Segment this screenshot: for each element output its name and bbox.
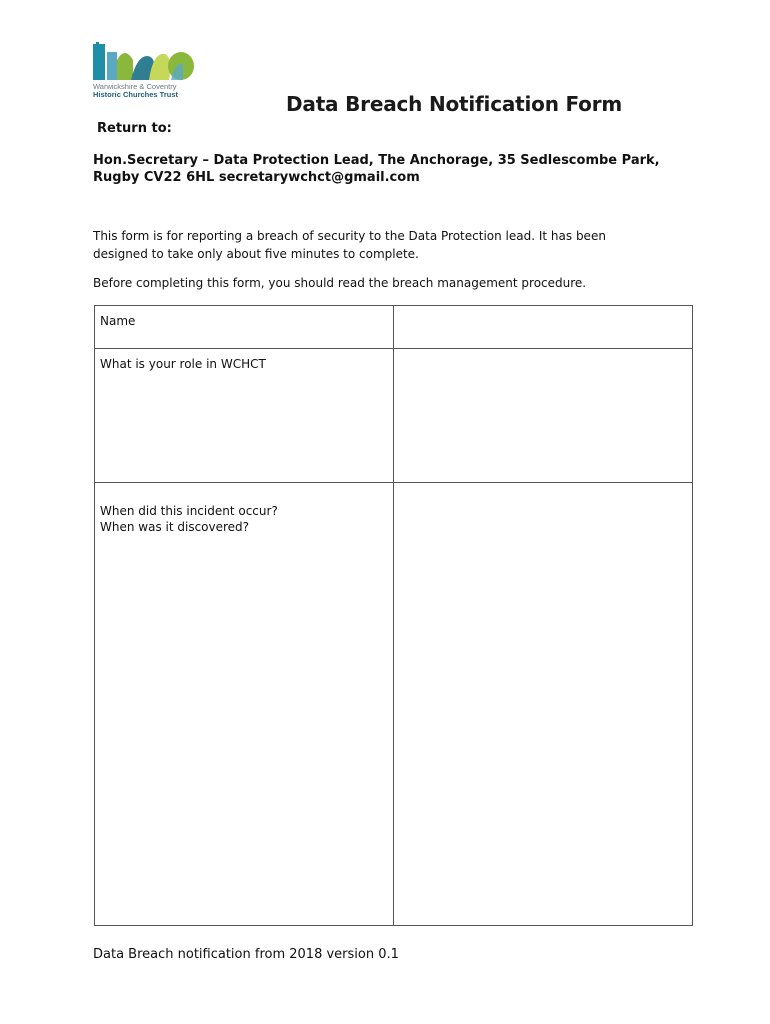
intro-paragraph xyxy=(93,227,693,263)
logo-org-line1: Warwickshire & Coventry xyxy=(93,82,177,91)
form-title: Data Breach Notification Form xyxy=(286,92,622,116)
incident-discovered-label: When was it discovered? xyxy=(100,520,250,534)
trust-logo xyxy=(93,42,203,104)
logo-org-line2: Historic Churches Trust xyxy=(93,90,179,99)
name-label: Name xyxy=(95,306,394,349)
role-label: What is your role in WCHCT xyxy=(95,349,394,483)
return-to-label: Return to: xyxy=(97,121,172,136)
role-field[interactable] xyxy=(394,349,693,483)
address-line1: Hon.Secretary – Data Protection Lead, The Anchorage, 35 Sedlescombe Park, xyxy=(93,153,660,168)
address-line2: Rugby CV22 6HL secretarywchct@gmail.com xyxy=(93,170,420,185)
footer-version: Data Breach notification from 2018 version 0.1 xyxy=(93,947,399,962)
incident-time-label xyxy=(95,483,394,926)
breach-form-table xyxy=(94,305,693,926)
table-row-role xyxy=(95,349,693,483)
incident-time-field[interactable] xyxy=(394,483,693,926)
return-address xyxy=(93,152,693,186)
incident-occur-label: When did this incident occur? xyxy=(100,504,278,518)
table-row-incident-time xyxy=(95,483,693,926)
table-row-name xyxy=(95,306,693,349)
intro-line1: This form is for reporting a breach of security to the Data Protection lead. It has been xyxy=(93,229,606,243)
intro-line2: designed to take only about five minutes to complete. xyxy=(93,247,419,261)
church-logo-icon xyxy=(93,42,197,82)
procedure-note: Before completing this form, you should read the breach management procedure. xyxy=(93,276,587,290)
name-field[interactable] xyxy=(394,306,693,349)
